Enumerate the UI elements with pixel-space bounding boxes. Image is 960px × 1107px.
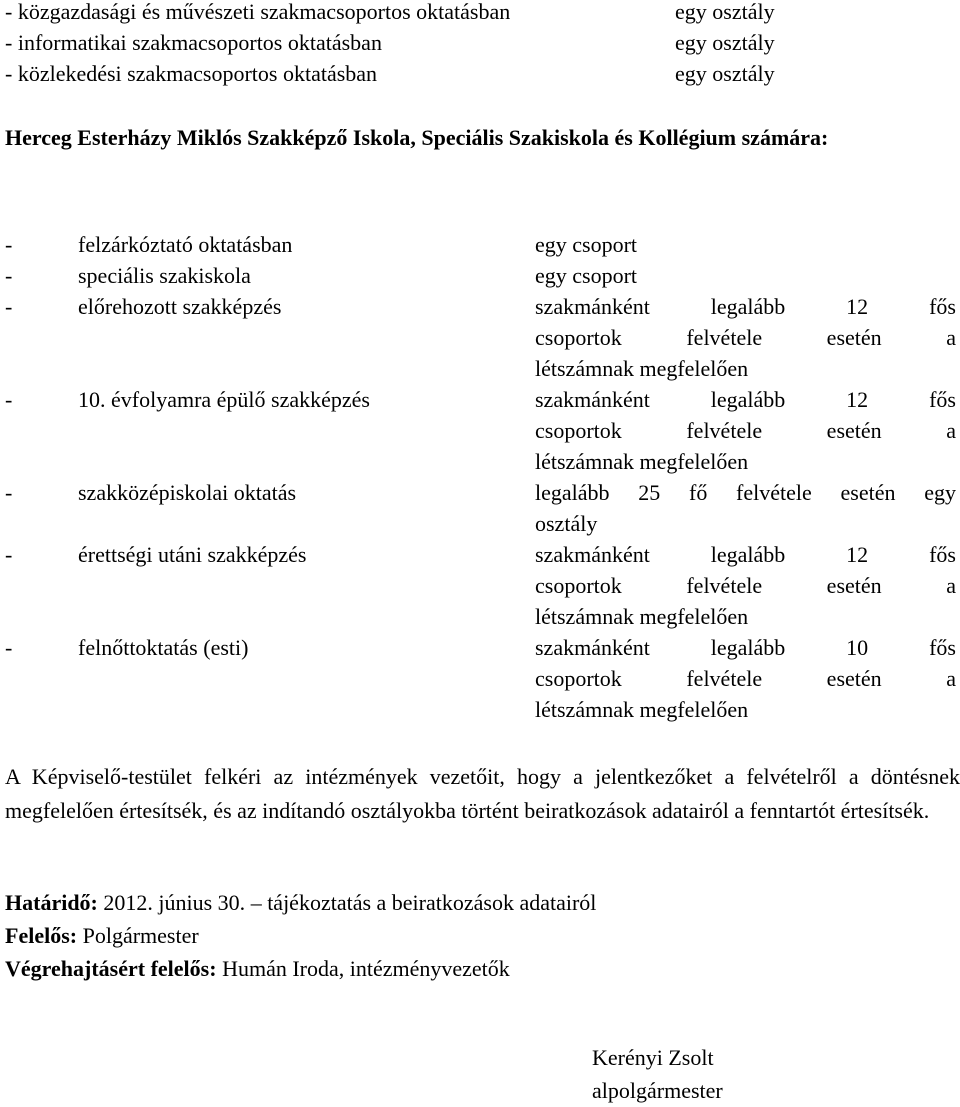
- list-item-value: [535, 260, 956, 291]
- value-line: szakmánként legalább 12 fős: [535, 387, 956, 412]
- signature-block: [592, 1041, 723, 1107]
- value-line: létszámnak megfelelően: [535, 356, 749, 381]
- deadline-note: tájékoztatás a beiratkozások adatairól: [267, 890, 597, 915]
- signatory-title: alpolgármester: [592, 1078, 723, 1103]
- list-item-label: előrehozott szakképzés: [78, 294, 282, 319]
- list-item-dash: -: [5, 294, 13, 319]
- list-item-label: - közlekedési szakmacsoportos oktatásban: [5, 61, 378, 86]
- list-item-value: egy osztály: [675, 61, 775, 86]
- deadline-row: [5, 886, 960, 919]
- list-item-value: [535, 539, 956, 632]
- value-line: csoportok felvétele esetén a: [535, 325, 956, 350]
- list-item-dash: -: [5, 387, 13, 412]
- list-item-label: speciális szakiskola: [78, 263, 251, 288]
- value-line: egy csoport: [535, 263, 638, 288]
- list-item-label: - közgazdasági és művészeti szakmacsoportos oktatásban: [5, 0, 511, 24]
- executor-label: Végrehajtásért felelős:: [5, 956, 217, 981]
- body-paragraph: A Képviselő-testület felkéri az intézmények vezetőit, hogy a jelentkezőket a felvételről a döntésnek megfelelően értesítsék, és az indítandó osztályokba történt beiratkozások adatairól a fenntartót értesítsék.: [5, 764, 960, 823]
- executor-row: [5, 952, 960, 985]
- list-item: [5, 260, 960, 291]
- list-item: [5, 539, 960, 632]
- value-line: szakmánként legalább 12 fős: [535, 294, 956, 319]
- deadline-dash: –: [250, 890, 262, 915]
- signatory-name: Kerényi Zsolt: [592, 1045, 714, 1070]
- list-item-dash: -: [5, 542, 13, 567]
- value-line: csoportok felvétele esetén a: [535, 573, 956, 598]
- value-line: csoportok felvétele esetén a: [535, 666, 956, 691]
- list-item-label: 10. évfolyamra épülő szakképzés: [78, 387, 370, 412]
- value-line: egy csoport: [535, 232, 638, 257]
- value-line: szakmánként legalább 12 fős: [535, 542, 956, 567]
- list-item-value: egy osztály: [675, 30, 775, 55]
- list-item-value: [535, 291, 956, 384]
- list-item-dash: -: [5, 232, 13, 257]
- list-item-value: [535, 229, 956, 260]
- deadline-value: 2012. június 30.: [103, 890, 246, 915]
- list-item-value: [535, 632, 956, 725]
- value-line: létszámnak megfelelően: [535, 604, 749, 629]
- list-item-value: egy osztály: [675, 0, 775, 24]
- value-line: csoportok felvétele esetén a: [535, 418, 956, 443]
- value-line: létszámnak megfelelően: [535, 697, 749, 722]
- top-list: [5, 0, 805, 89]
- list-item: [5, 0, 805, 27]
- list-item: [5, 384, 960, 477]
- list-item-label: - informatikai szakmacsoportos oktatásban: [5, 30, 382, 55]
- list-item-label: felzárkóztató oktatásban: [78, 232, 293, 257]
- list-item: [5, 477, 960, 539]
- list-item: [5, 229, 960, 260]
- list-item: [5, 58, 805, 89]
- section-heading: Herceg Esterházy Miklós Szakképző Iskola, Speciális Szakiskola és Kollégium számára:: [5, 125, 829, 150]
- list-item: [5, 632, 960, 725]
- list-item-label: szakközépiskolai oktatás: [78, 480, 297, 505]
- main-list: [5, 229, 960, 725]
- value-line: legalább 25 fő felvétele esetén egy: [535, 480, 956, 505]
- list-item: [5, 291, 960, 384]
- resolution-meta: [5, 886, 960, 985]
- list-item-value: [535, 477, 956, 539]
- responsible-value: Polgármester: [82, 923, 199, 948]
- value-line: osztály: [535, 511, 598, 536]
- list-item-dash: -: [5, 263, 13, 288]
- value-line: létszámnak megfelelően: [535, 449, 749, 474]
- list-item-label: érettségi utáni szakképzés: [78, 542, 307, 567]
- responsible-row: [5, 919, 960, 952]
- list-item-value: [535, 384, 956, 477]
- responsible-label: Felelős:: [5, 923, 78, 948]
- list-item-label: felnőttoktatás (esti): [78, 635, 249, 660]
- deadline-label: Határidő:: [5, 890, 98, 915]
- list-item-dash: -: [5, 480, 13, 505]
- list-item: [5, 27, 805, 58]
- executor-value: Humán Iroda, intézményvezetők: [222, 956, 510, 981]
- value-line: szakmánként legalább 10 fős: [535, 635, 956, 660]
- list-item-dash: -: [5, 635, 13, 660]
